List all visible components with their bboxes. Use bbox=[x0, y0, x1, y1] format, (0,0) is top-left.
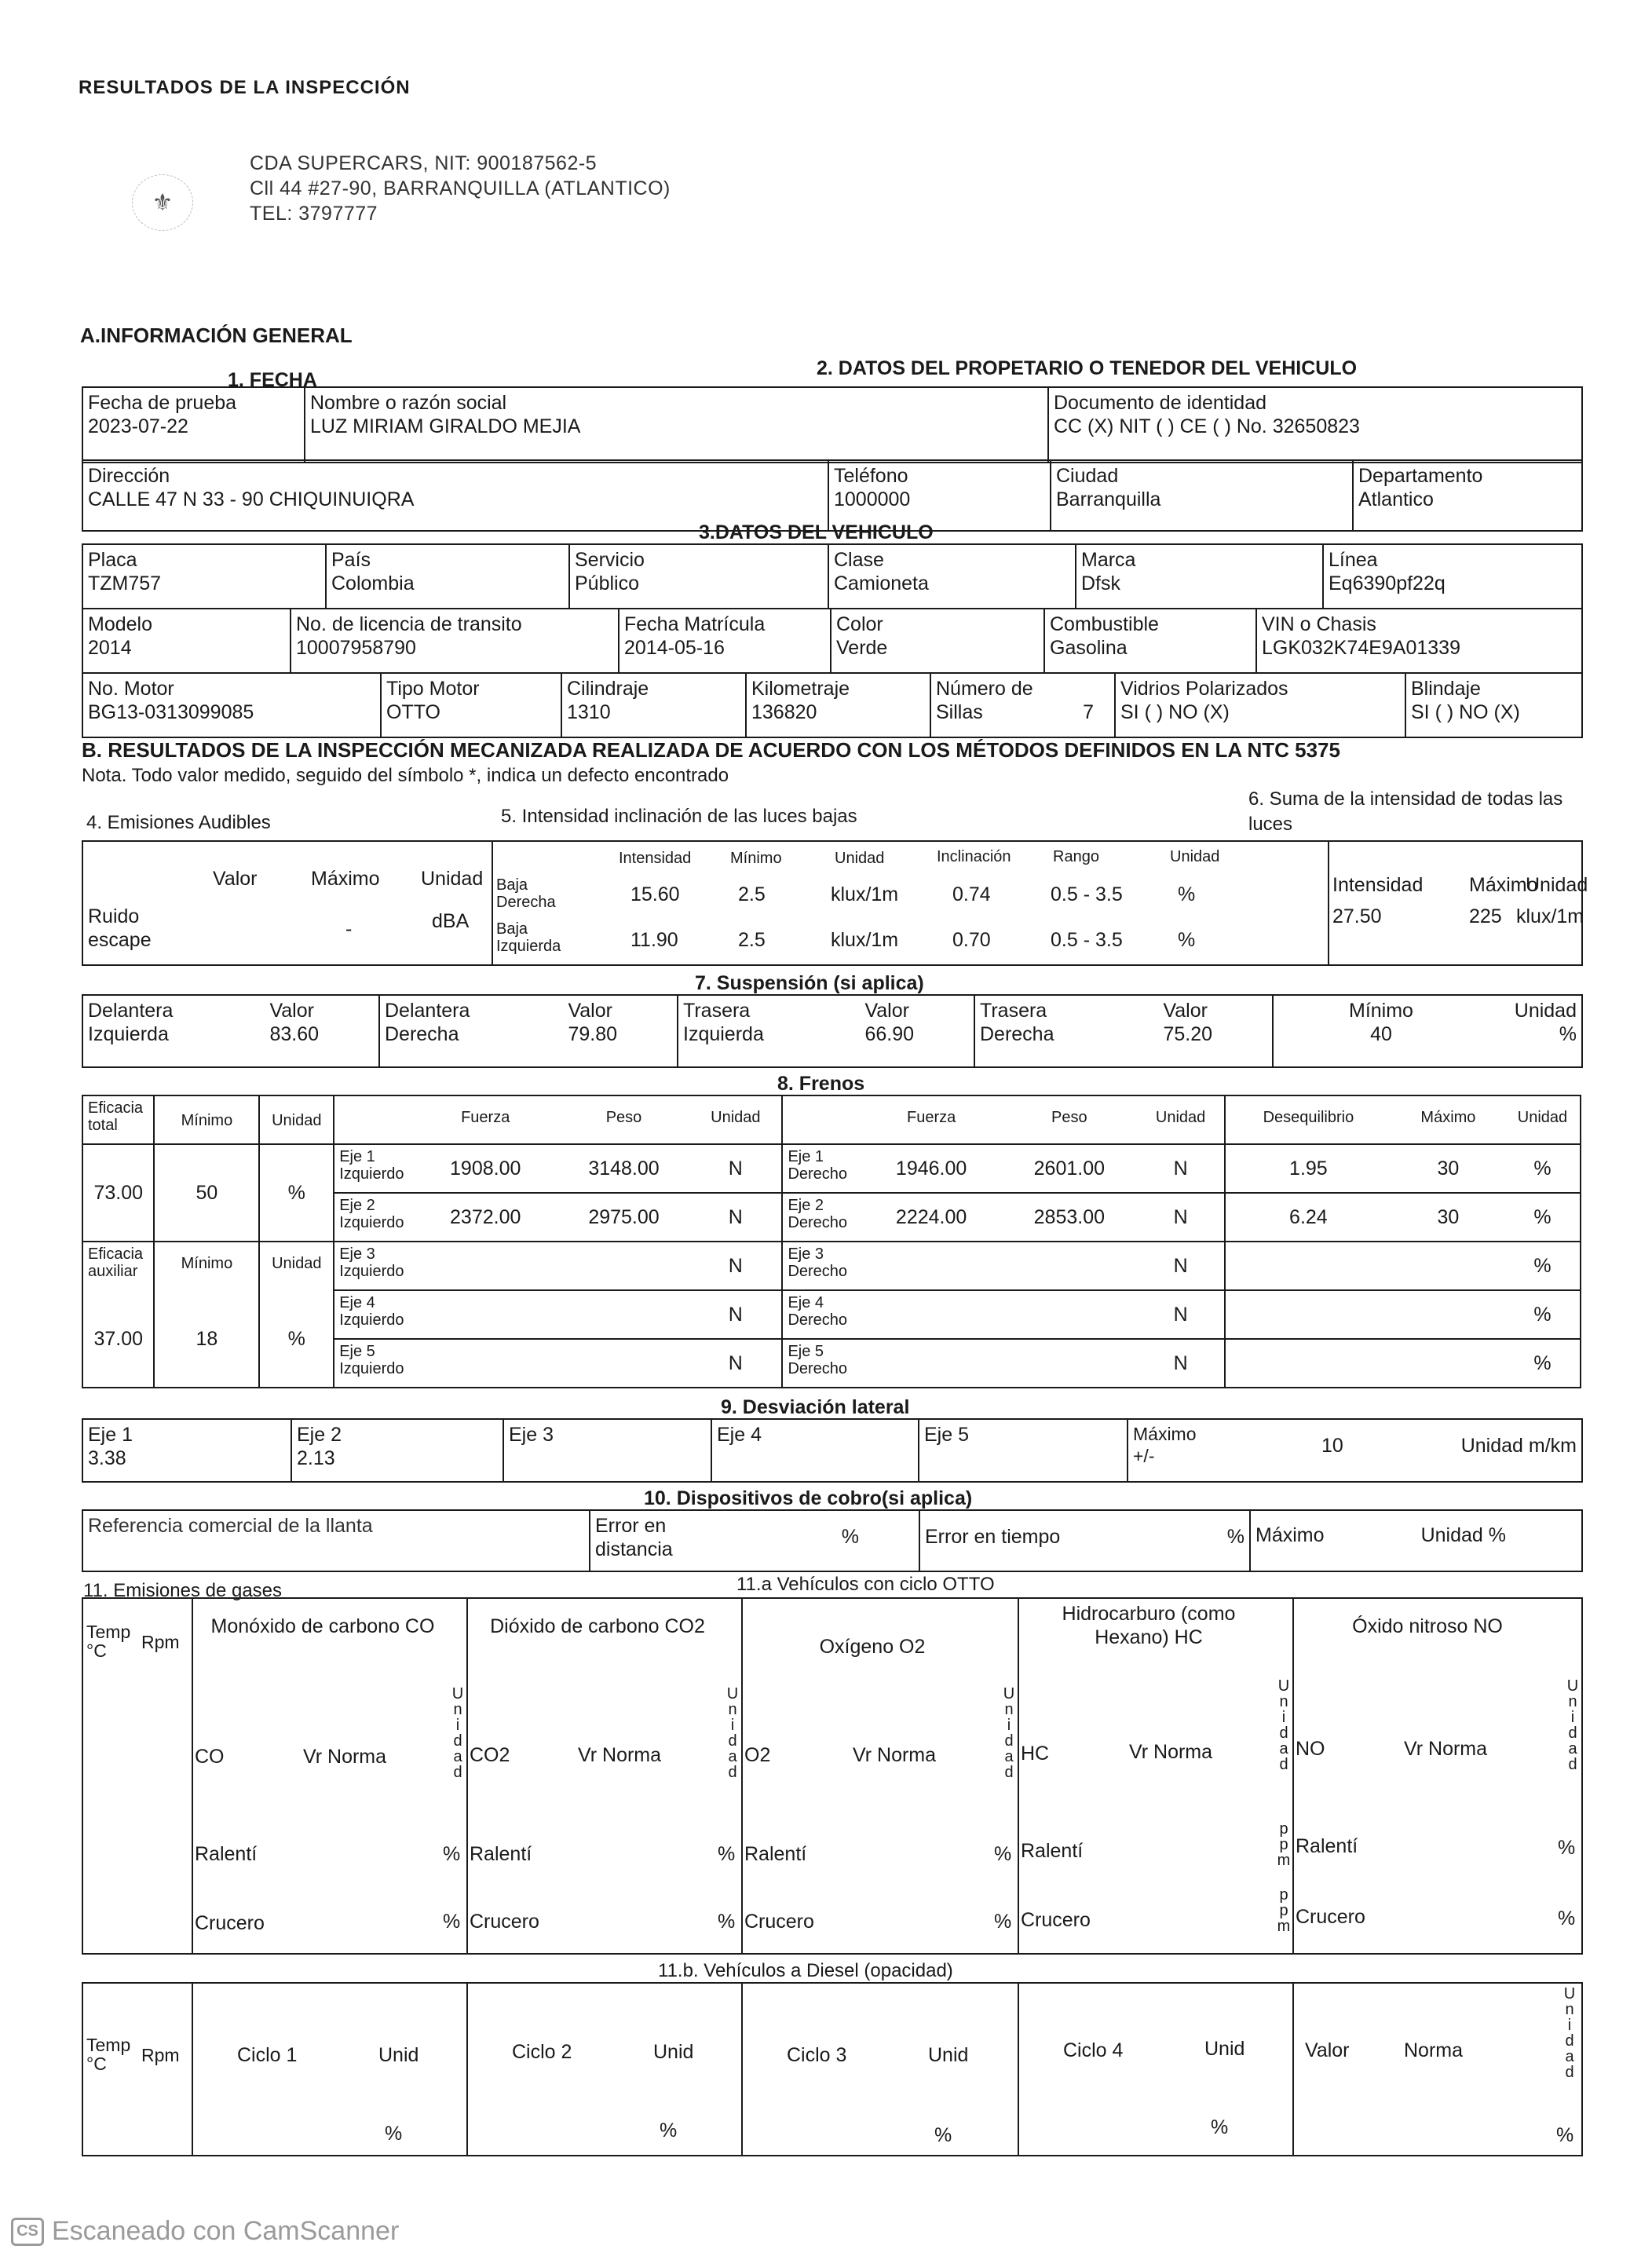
clase-value: Camioneta bbox=[834, 572, 929, 594]
vehiculo-title: 3.DATOS DEL VEHICULO bbox=[699, 521, 934, 543]
frenos-row: Eje 5 Izquierdo N Eje 5 Derecho N % bbox=[82, 1339, 1581, 1388]
suspension-value: 66.90 bbox=[864, 1023, 914, 1045]
linea-cell: Línea Eq6390pf22q bbox=[1323, 544, 1582, 609]
luces-bajas-title: 5. Intensidad inclinación de las luces bajas bbox=[501, 806, 857, 827]
licencia-value: 10007958790 bbox=[296, 637, 416, 659]
tipo-motor-cell: Tipo Motor OTTO bbox=[381, 673, 561, 737]
modelo-cell: Modelo 2014 bbox=[82, 609, 291, 673]
vehiculo-row-3 bbox=[82, 672, 1583, 738]
documento-cell: Documento de identidad CC (X) NIT ( ) CE ( ) No. 32650823 bbox=[1048, 387, 1582, 463]
servicio-cell: Servicio Público bbox=[569, 544, 828, 609]
fecha-matricula-value: 2014-05-16 bbox=[624, 637, 725, 659]
suma-luces-cell: Intensidad Máximo Unidad 27.50 225 klux/1m bbox=[1329, 841, 1582, 965]
departamento-cell: Departamento Atlantico bbox=[1353, 460, 1582, 531]
diesel-ciclo-4: Ciclo 4 Unid % bbox=[1018, 1983, 1293, 2156]
cilindraje-value: 1310 bbox=[567, 701, 611, 723]
company-phone: TEL: 3797777 bbox=[250, 203, 378, 225]
company-address: Cll 44 #27-90, BARRANQUILLA (ATLANTICO) bbox=[250, 177, 671, 199]
servicio-value: Público bbox=[575, 572, 639, 594]
referencia-llanta-cell: Referencia comercial de la llanta bbox=[82, 1510, 590, 1571]
desviacion-eje-4: Eje 4 bbox=[711, 1419, 919, 1482]
camscanner-icon: CS bbox=[11, 2218, 44, 2246]
suspension-value: 79.80 bbox=[568, 1023, 617, 1045]
fecha-title: 1. FECHA bbox=[228, 369, 317, 391]
placa-cell: Placa TZM757 bbox=[82, 544, 326, 609]
vidrios-cell: Vidrios Polarizados SI ( ) NO (X) bbox=[1115, 673, 1405, 737]
telefono-cell: Teléfono 1000000 bbox=[828, 460, 1051, 531]
suspension-value: 75.20 bbox=[1163, 1023, 1212, 1045]
vehiculo-row-1 bbox=[82, 543, 1583, 609]
direccion-value: CALLE 47 N 33 - 90 CHIQUINUIQRA bbox=[88, 488, 415, 510]
cilindraje-cell: Cilindraje 1310 bbox=[561, 673, 746, 737]
fecha-matricula-cell: Fecha Matrícula 2014-05-16 bbox=[619, 609, 831, 673]
ruido-maximo: - bbox=[345, 918, 353, 940]
ruido-escape-label: Ruido escape bbox=[88, 905, 152, 951]
company-name: CDA SUPERCARS, NIT: 900187562-5 bbox=[250, 152, 598, 174]
fecha-prueba-cell: Fecha de prueba 2023-07-22 bbox=[82, 387, 305, 463]
desviacion-eje-3: Eje 3 bbox=[503, 1419, 711, 1482]
section-b-note: Nota. Todo valor medido, seguido del símbolo *, indica un defecto encontrado bbox=[82, 765, 729, 786]
camscanner-watermark bbox=[11, 2216, 399, 2247]
suspension-value: 83.60 bbox=[269, 1023, 319, 1045]
ruido-unidad: dBA bbox=[432, 910, 470, 932]
gas-column-co: Monóxido de carbono CO CO Vr Norma Unidad Ralentí % Crucero % bbox=[192, 1598, 467, 1954]
ruido-cell: Valor Máximo Unidad Ruido escape - dBA bbox=[82, 841, 492, 965]
kilometraje-cell: Kilometraje 136820 bbox=[746, 673, 930, 737]
gas-column-hc: Hidrocarburo (como Hexano) HC HC Vr Norma Unidad Ralentí ppm Crucero ppm bbox=[1018, 1598, 1293, 1954]
blindaje-cell: Blindaje SI ( ) NO (X) bbox=[1405, 673, 1582, 737]
eficacia-auxiliar-label: Eficacia auxiliar bbox=[82, 1242, 154, 1290]
luces-table bbox=[82, 840, 1588, 966]
desviacion-title: 9. Desviación lateral bbox=[721, 1396, 910, 1418]
company-logo-icon: ⚜ bbox=[132, 174, 193, 231]
otto-title: 11.a Vehículos con ciclo OTTO bbox=[736, 1574, 995, 1595]
linea-value: Eq6390pf22q bbox=[1329, 572, 1446, 594]
sillas-cell: Número de Sillas 7 bbox=[930, 673, 1115, 737]
pais-cell: País Colombia bbox=[326, 544, 569, 609]
cobro-maximo-cell: Máximo Unidad % bbox=[1250, 1510, 1582, 1571]
vidrios-value: SI ( ) NO (X) bbox=[1120, 701, 1230, 723]
desviacion-eje-2: Eje 2 2.13 bbox=[291, 1419, 503, 1482]
gas-column-o2: Oxígeno O2 O2 Vr Norma Unidad Ralentí % Crucero % bbox=[742, 1598, 1018, 1954]
clase-cell: Clase Camioneta bbox=[828, 544, 1076, 609]
diesel-table bbox=[82, 1982, 1583, 2156]
suspension-trasera-derecha: Trasera Derecha Valor 75.20 bbox=[974, 995, 1273, 1067]
departamento-value: Atlantico bbox=[1358, 488, 1434, 510]
placa-value: TZM757 bbox=[88, 572, 162, 594]
diesel-ciclo-2: Ciclo 2 Unid % bbox=[467, 1983, 742, 2156]
suspension-delantera-izquierda: Delantera Izquierda Valor 83.60 bbox=[82, 995, 379, 1067]
desviacion-maximo-cell: Máximo +/- 10 Unidad m/km bbox=[1128, 1419, 1582, 1482]
cobro-table bbox=[82, 1509, 1583, 1572]
nombre-value: LUZ MIRIAM GIRALDO MEJIA bbox=[310, 415, 581, 437]
suspension-minimo-cell: Mínimo 40 Unidad % bbox=[1273, 995, 1582, 1067]
combustible-value: Gasolina bbox=[1050, 637, 1128, 659]
direccion-cell: Dirección CALLE 47 N 33 - 90 CHIQUINUIQRA bbox=[82, 460, 828, 531]
marca-value: Dfsk bbox=[1081, 572, 1120, 594]
tipo-motor-value: OTTO bbox=[386, 701, 440, 723]
vehiculo-row-2 bbox=[82, 608, 1583, 674]
eficacia-total-label: Eficacia total bbox=[82, 1095, 154, 1144]
section-a-title: A.INFORMACIÓN GENERAL bbox=[80, 324, 353, 347]
propietario-title: 2. DATOS DEL PROPETARIO O TENEDOR DEL VEHICULO bbox=[817, 357, 1358, 379]
baja-derecha-label: Baja Derecha bbox=[496, 876, 556, 911]
otto-table bbox=[82, 1597, 1583, 1955]
diesel-ciclo-3: Ciclo 3 Unid % bbox=[742, 1983, 1018, 2156]
telefono-value: 1000000 bbox=[834, 488, 911, 510]
suspension-minimo: 40 bbox=[1370, 1023, 1392, 1045]
nombre-cell: Nombre o razón social LUZ MIRIAM GIRALDO MEJIA bbox=[305, 387, 1048, 463]
color-cell: Color Verde bbox=[831, 609, 1044, 673]
marca-cell: Marca Dfsk bbox=[1076, 544, 1323, 609]
suspension-delantera-derecha: Delantera Derecha Valor 79.80 bbox=[379, 995, 678, 1067]
eficacia-auxiliar-value: 37.00 bbox=[82, 1290, 154, 1388]
gas-column-co2: Dióxido de carbono CO2 CO2 Vr Norma Unidad Ralentí % Crucero % bbox=[467, 1598, 742, 1954]
motor-value: BG13-0313099085 bbox=[88, 701, 254, 723]
company-info bbox=[250, 151, 671, 226]
suma-luces-title: 6. Suma de la intensidad de todas las luces bbox=[1248, 788, 1563, 835]
suspension-title: 7. Suspensión (si aplica) bbox=[695, 972, 924, 994]
frenos-row: 73.00 50 % Eje 1 Izquierdo 1908.00 3148.00 N Eje 1 Derecho 1946.00 2601.00 N 1.95 30 % bbox=[82, 1144, 1581, 1193]
document-title: RESULTADOS DE LA INSPECCIÓN bbox=[79, 77, 411, 98]
suspension-table bbox=[82, 994, 1583, 1068]
pais-value: Colombia bbox=[331, 572, 415, 594]
diesel-temp-rpm-cell: Temp °C Rpm bbox=[82, 1983, 192, 2156]
diesel-ciclo-1: Ciclo 1 Unid % bbox=[192, 1983, 467, 2156]
desviacion-eje-1: Eje 1 3.38 bbox=[82, 1419, 291, 1482]
diesel-title: 11.b. Vehículos a Diesel (opacidad) bbox=[658, 1960, 953, 1981]
kilometraje-value: 136820 bbox=[751, 701, 817, 723]
desviacion-table bbox=[82, 1418, 1583, 1483]
suma-maximo: 225 bbox=[1469, 905, 1502, 927]
ciudad-value: Barranquilla bbox=[1056, 488, 1161, 510]
frenos-table: Eficacia total Mínimo Unidad Fuerza Peso Unidad Fuerza Peso Unidad Desequilibrio Máximo Unidad 73.00 50 % Eje 1 Izquierdo 1908.00 3148.00 N Eje 1 Derecho 1946.00 2601.00 N 1.95 30 % Eje 2 Izquierdo 2372.00 2975.00 N Eje 2 Derecho 2224.00 2853.00 N 6.24 30 % Eficacia auxiliar Mínimo Unidad Eje 3 Izquierdo N Eje 3 Derecho N % 37.00 18 % Eje 4 Izquierdo N Eje 4 Derecho N % Eje 5 Izquierdo N Eje 5 Derecho N % bbox=[82, 1095, 1581, 1388]
color-value: Verde bbox=[836, 637, 888, 659]
gas-column-no: Óxido nitroso NO NO Vr Norma Unidad Ralentí % Crucero % bbox=[1293, 1598, 1582, 1954]
combustible-cell: Combustible Gasolina bbox=[1044, 609, 1256, 673]
motor-cell: No. Motor BG13-0313099085 bbox=[82, 673, 381, 737]
eficacia-total-value: 73.00 bbox=[82, 1144, 154, 1242]
licencia-cell: No. de licencia de transito 10007958790 bbox=[291, 609, 619, 673]
error-tiempo-cell: Error en tiempo % bbox=[919, 1510, 1250, 1571]
ciudad-cell: Ciudad Barranquilla bbox=[1051, 460, 1353, 531]
desviacion-maximo: 10 bbox=[1321, 1435, 1343, 1457]
frenos-row: Eficacia auxiliar Mínimo Unidad Eje 3 Izquierdo N Eje 3 Derecho N % bbox=[82, 1242, 1581, 1290]
blindaje-value: SI ( ) NO (X) bbox=[1411, 701, 1520, 723]
vin-cell: VIN o Chasis LGK032K74E9A01339 bbox=[1256, 609, 1582, 673]
modelo-value: 2014 bbox=[88, 637, 132, 659]
gases-title: 11. Emisiones de gases bbox=[83, 1580, 283, 1601]
watermark-text: Escaneado con CamScanner bbox=[52, 2216, 400, 2246]
frenos-row: 37.00 18 % Eje 4 Izquierdo N Eje 4 Derecho N % bbox=[82, 1290, 1581, 1339]
suspension-trasera-izquierda: Trasera Izquierda Valor 66.90 bbox=[678, 995, 974, 1067]
section-b-title: B. RESULTADOS DE LA INSPECCIÓN MECANIZADA REALIZADA DE ACUERDO CON LOS MÉTODOS DEFINIDOS EN LA NTC 5375 bbox=[82, 738, 1340, 762]
documento-value: CC (X) NIT ( ) CE ( ) No. 32650823 bbox=[1054, 415, 1360, 437]
frenos-row: Eje 2 Izquierdo 2372.00 2975.00 N Eje 2 Derecho 2224.00 2853.00 N 6.24 30 % bbox=[82, 1193, 1581, 1242]
temp-rpm-cell: Temp °C Rpm bbox=[82, 1598, 192, 1954]
suma-intensidad: 27.50 bbox=[1332, 905, 1382, 927]
frenos-title: 8. Frenos bbox=[777, 1073, 865, 1095]
desviacion-eje-5: Eje 5 bbox=[919, 1419, 1128, 1482]
diesel-valor-norma: Valor Norma Unidad % bbox=[1293, 1983, 1582, 2156]
baja-izquierda-label: Baja Izquierda bbox=[496, 920, 561, 955]
fecha-prueba-value: 2023-07-22 bbox=[88, 415, 188, 437]
propietario-table bbox=[82, 386, 1583, 463]
vin-value: LGK032K74E9A01339 bbox=[1262, 637, 1460, 659]
error-distancia-cell: Error en distancia % bbox=[590, 1510, 919, 1571]
sillas-value: 7 bbox=[1083, 701, 1094, 723]
emisiones-audibles-title: 4. Emisiones Audibles bbox=[86, 812, 271, 833]
suma-unidad: klux/1m bbox=[1516, 905, 1584, 927]
cobro-title: 10. Dispositivos de cobro(si aplica) bbox=[644, 1487, 973, 1509]
luces-bajas-cell: Intensidad Mínimo Unidad Inclinación Rango Unidad Baja Derecha 15.60 2.5 klux/1m 0.74 0.5 - 3.5 % Baja Izquierda 11.90 2.5 klux/1m 0.70 0.5 - 3.5 % bbox=[492, 841, 1329, 965]
